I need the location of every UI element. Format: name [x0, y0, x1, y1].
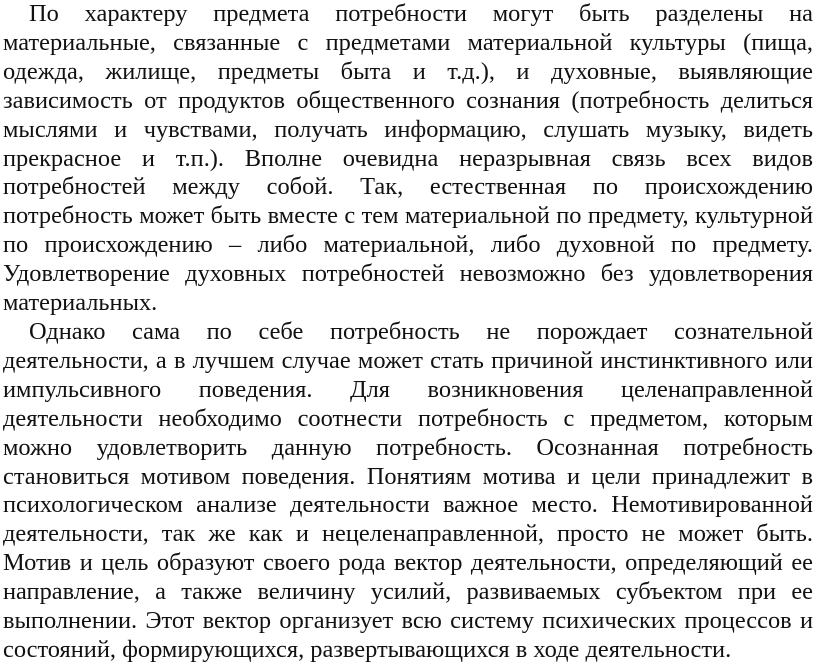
- document-page: [3, 0, 813, 665]
- paragraph-needs-types: По характеру предмета потребности могут быть разделены на материальные, связанные с предметами материальной культуры (пища, одежда, жилище, предметы быта и т.д.), и духовные, выявляющие зависимость от продуктов общественного сознания (потребность делиться мыслями и чувствами, получать информацию, слушать музыку, видеть прекрасное и т.п.). Вполне очевидна неразрывная связь всех видов потребностей между собой. Так, естественная по происхождению потребность может быть вместе с тем материальной по предмету, культурной по происхождению – либо материальной, либо духовной по предмету. Удовлетворение духовных потребностей невозможно без удовлетворения материальных.: [3, 0, 813, 317]
- paragraph-motive-goal: Однако сама по себе потребность не порождает сознательной деятельности, а в лучшем случае может стать причиной инстинктивного или импульсивного поведения. Для возникновения целенаправленной деятельности необходимо соотнести потребность с предметом, которым можно удовлетворить данную потребность. Осознанная потребность становиться мотивом поведения. Понятиям мотива и цели принадлежит в психологическом анализе деятельности важное место. Немотивированной деятельности, так же как и нецеленаправленной, просто не может быть. Мотив и цель образуют своего рода вектор деятельности, определяющий ее направление, а также величину усилий, развиваемых субъектом при ее выполнении. Этот вектор организует всю систему психических процессов и состояний, формирующихся, развертывающихся в ходе деятельности.: [3, 317, 813, 663]
